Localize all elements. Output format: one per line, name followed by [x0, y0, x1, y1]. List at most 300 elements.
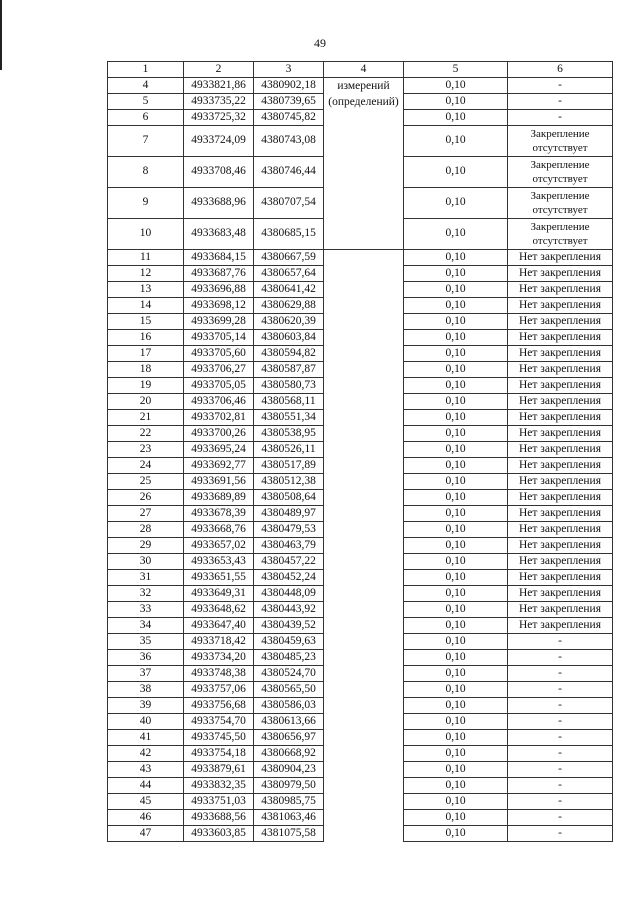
accuracy-cell: 0,10: [404, 250, 508, 266]
point-number-cell: 9: [108, 188, 184, 219]
coordinate-y-cell: 4380985,75: [254, 794, 324, 810]
coordinate-y-cell: 4380668,92: [254, 746, 324, 762]
fixation-note-cell: Закрепление отсутствует: [508, 157, 613, 188]
measurement-method-cell: [324, 266, 404, 282]
measurement-method-cell: [324, 442, 404, 458]
coordinate-y-cell: 4380613,66: [254, 714, 324, 730]
measurement-method-cell: [324, 490, 404, 506]
table-row: [108, 490, 613, 506]
table-row: [108, 266, 613, 282]
measurement-method-cell: [324, 586, 404, 602]
coordinate-x-cell: 4933706,46: [184, 394, 254, 410]
coordinate-x-cell: 4933706,27: [184, 362, 254, 378]
point-number-cell: 17: [108, 346, 184, 362]
point-number-cell: 33: [108, 602, 184, 618]
measurement-method-cell: [324, 826, 404, 842]
table-row: [108, 650, 613, 666]
measurement-method-cell: [324, 474, 404, 490]
coordinate-x-cell: 4933668,76: [184, 522, 254, 538]
measurement-method-cell: [324, 522, 404, 538]
measurement-method-cell: [324, 78, 404, 250]
measurement-method-cell: [324, 618, 404, 634]
point-number-cell: 37: [108, 666, 184, 682]
coordinate-y-cell: 4380587,87: [254, 362, 324, 378]
table-row: [108, 458, 613, 474]
accuracy-cell: 0,10: [404, 538, 508, 554]
coordinate-x-cell: 4933879,61: [184, 762, 254, 778]
fixation-note-cell: Нет закрепления: [508, 490, 613, 506]
coordinate-y-cell: 4380565,50: [254, 682, 324, 698]
measurement-method-cell: [324, 794, 404, 810]
coordinate-y-cell: 4380620,39: [254, 314, 324, 330]
coordinate-y-cell: 4380439,52: [254, 618, 324, 634]
coordinate-x-cell: 4933699,28: [184, 314, 254, 330]
coordinate-y-cell: 4380667,59: [254, 250, 324, 266]
table-row: [108, 746, 613, 762]
measurement-method-cell: [324, 666, 404, 682]
accuracy-cell: 0,10: [404, 490, 508, 506]
point-number-cell: 36: [108, 650, 184, 666]
page-number: 49: [314, 36, 326, 50]
coordinate-x-cell: 4933724,09: [184, 126, 254, 157]
table-row: [108, 282, 613, 298]
coordinate-y-cell: 4380746,44: [254, 157, 324, 188]
table-row: [108, 378, 613, 394]
table-row: [108, 634, 613, 650]
coordinate-y-cell: 4380526,11: [254, 442, 324, 458]
measurement-method-cell: [324, 778, 404, 794]
coordinate-x-cell: 4933648,62: [184, 602, 254, 618]
coordinate-x-cell: 4933705,60: [184, 346, 254, 362]
accuracy-cell: 0,10: [404, 110, 508, 126]
fixation-note-cell: Нет закрепления: [508, 426, 613, 442]
coordinate-y-cell: 4380979,50: [254, 778, 324, 794]
fixation-note-cell: -: [508, 650, 613, 666]
point-number-cell: 24: [108, 458, 184, 474]
table-row: [108, 394, 613, 410]
accuracy-cell: 0,10: [404, 586, 508, 602]
point-number-cell: 13: [108, 282, 184, 298]
measurement-method-cell: [324, 698, 404, 714]
measurement-method-cell: [324, 746, 404, 762]
coordinate-x-cell: 4933702,81: [184, 410, 254, 426]
table-row: [108, 78, 613, 94]
table-row: [108, 250, 613, 266]
coordinate-y-cell: 4380448,09: [254, 586, 324, 602]
point-number-cell: 5: [108, 94, 184, 110]
table-row: [108, 794, 613, 810]
coordinate-y-cell: 4380443,92: [254, 602, 324, 618]
table-row: [108, 538, 613, 554]
accuracy-cell: 0,10: [404, 330, 508, 346]
accuracy-cell: 0,10: [404, 826, 508, 842]
accuracy-cell: 0,10: [404, 394, 508, 410]
coordinate-y-cell: 4380739,65: [254, 94, 324, 110]
table-row: [108, 586, 613, 602]
table-header-row: [108, 62, 613, 78]
point-number-cell: 42: [108, 746, 184, 762]
fixation-note-cell: Нет закрепления: [508, 314, 613, 330]
point-number-cell: 35: [108, 634, 184, 650]
fixation-note-cell: -: [508, 110, 613, 126]
coordinate-y-cell: 4380685,15: [254, 219, 324, 250]
accuracy-cell: 0,10: [404, 314, 508, 330]
point-number-cell: 39: [108, 698, 184, 714]
coordinate-x-cell: 4933696,88: [184, 282, 254, 298]
fixation-note-cell: Нет закрепления: [508, 362, 613, 378]
point-number-cell: 4: [108, 78, 184, 94]
measurement-method-cell: [324, 426, 404, 442]
coordinate-y-cell: 4380457,22: [254, 554, 324, 570]
point-number-cell: 8: [108, 157, 184, 188]
coordinate-y-cell: 4380459,63: [254, 634, 324, 650]
table-row: [108, 602, 613, 618]
coordinate-x-cell: 4933651,55: [184, 570, 254, 586]
coordinate-y-cell: 4380524,70: [254, 666, 324, 682]
accuracy-cell: 0,10: [404, 762, 508, 778]
coordinate-x-cell: 4933745,50: [184, 730, 254, 746]
measurement-method-cell: [324, 730, 404, 746]
accuracy-cell: 0,10: [404, 442, 508, 458]
point-number-cell: 7: [108, 126, 184, 157]
accuracy-cell: 0,10: [404, 698, 508, 714]
point-number-cell: 41: [108, 730, 184, 746]
accuracy-cell: 0,10: [404, 666, 508, 682]
measurement-method-cell: [324, 650, 404, 666]
coordinate-x-cell: 4933708,46: [184, 157, 254, 188]
coordinate-y-cell: 4380629,88: [254, 298, 324, 314]
fixation-note-cell: Нет закрепления: [508, 618, 613, 634]
table-body: [108, 78, 613, 842]
coordinate-x-cell: 4933688,56: [184, 810, 254, 826]
point-number-cell: 40: [108, 714, 184, 730]
fixation-note-cell: -: [508, 762, 613, 778]
coordinate-y-cell: 4380580,73: [254, 378, 324, 394]
point-number-cell: 45: [108, 794, 184, 810]
point-number-cell: 14: [108, 298, 184, 314]
fixation-note-cell: -: [508, 666, 613, 682]
point-number-cell: 29: [108, 538, 184, 554]
fixation-note-cell: -: [508, 94, 613, 110]
fixation-note-cell: Нет закрепления: [508, 330, 613, 346]
accuracy-cell: 0,10: [404, 810, 508, 826]
accuracy-cell: 0,10: [404, 188, 508, 219]
accuracy-cell: 0,10: [404, 682, 508, 698]
coordinate-y-cell: 4380538,95: [254, 426, 324, 442]
table-row: [108, 714, 613, 730]
fixation-note-cell: Нет закрепления: [508, 458, 613, 474]
table-row: [108, 570, 613, 586]
coordinate-x-cell: 4933700,26: [184, 426, 254, 442]
coordinate-x-cell: 4933735,22: [184, 94, 254, 110]
measurement-method-cell: [324, 602, 404, 618]
header-col-6: 6: [508, 62, 613, 78]
coordinate-y-cell: 4380463,79: [254, 538, 324, 554]
fixation-note-cell: Нет закрепления: [508, 250, 613, 266]
accuracy-cell: 0,10: [404, 570, 508, 586]
table-row: [108, 314, 613, 330]
point-number-cell: 23: [108, 442, 184, 458]
point-number-cell: 44: [108, 778, 184, 794]
measurement-method-cell: [324, 634, 404, 650]
measurement-method-cell: [324, 570, 404, 586]
coordinate-x-cell: 4933692,77: [184, 458, 254, 474]
accuracy-cell: 0,10: [404, 298, 508, 314]
coordinate-x-cell: 4933756,68: [184, 698, 254, 714]
coordinate-y-cell: 4380489,97: [254, 506, 324, 522]
page-edge-rule: [0, 0, 2, 70]
coordinate-x-cell: 4933689,89: [184, 490, 254, 506]
table-row: [108, 426, 613, 442]
point-number-cell: 15: [108, 314, 184, 330]
table-row: [108, 410, 613, 426]
table-row: [108, 298, 613, 314]
point-number-cell: 16: [108, 330, 184, 346]
coordinate-x-cell: 4933691,56: [184, 474, 254, 490]
point-number-cell: 18: [108, 362, 184, 378]
table-row: [108, 442, 613, 458]
coordinate-x-cell: 4933647,40: [184, 618, 254, 634]
table-row: [108, 346, 613, 362]
measurement-method-cell: [324, 458, 404, 474]
fixation-note-cell: Нет закрепления: [508, 554, 613, 570]
fixation-note-cell: Нет закрепления: [508, 586, 613, 602]
coordinate-x-cell: 4933687,76: [184, 266, 254, 282]
measurement-method-cell: [324, 282, 404, 298]
coordinate-y-cell: 4380656,97: [254, 730, 324, 746]
measurement-method-cell: [324, 314, 404, 330]
coordinate-y-cell: 4380657,64: [254, 266, 324, 282]
fixation-note-cell: Нет закрепления: [508, 298, 613, 314]
fixation-note-cell: -: [508, 746, 613, 762]
coordinate-y-cell: 4380508,64: [254, 490, 324, 506]
fixation-note-cell: Нет закрепления: [508, 570, 613, 586]
header-col-3: 3: [254, 62, 324, 78]
fixation-note-cell: Нет закрепления: [508, 442, 613, 458]
fixation-note-cell: -: [508, 78, 613, 94]
accuracy-cell: 0,10: [404, 282, 508, 298]
coordinate-x-cell: 4933678,39: [184, 506, 254, 522]
coordinate-y-cell: 4380568,11: [254, 394, 324, 410]
accuracy-cell: 0,10: [404, 730, 508, 746]
coordinate-x-cell: 4933821,86: [184, 78, 254, 94]
table-row: [108, 666, 613, 682]
measurement-method-cell: [324, 346, 404, 362]
point-number-cell: 34: [108, 618, 184, 634]
coordinate-y-cell: 4380512,38: [254, 474, 324, 490]
point-number-cell: 11: [108, 250, 184, 266]
measurement-method-cell: [324, 554, 404, 570]
coordinate-x-cell: 4933649,31: [184, 586, 254, 602]
coordinate-x-cell: 4933754,70: [184, 714, 254, 730]
coordinate-y-cell: 4380745,82: [254, 110, 324, 126]
coordinate-y-cell: 4381063,46: [254, 810, 324, 826]
fixation-note-cell: -: [508, 794, 613, 810]
accuracy-cell: 0,10: [404, 426, 508, 442]
coordinate-x-cell: 4933603,85: [184, 826, 254, 842]
measurement-method-cell: [324, 362, 404, 378]
fixation-note-cell: -: [508, 778, 613, 794]
accuracy-cell: 0,10: [404, 714, 508, 730]
header-col-5: 5: [404, 62, 508, 78]
accuracy-cell: 0,10: [404, 157, 508, 188]
table-row: [108, 522, 613, 538]
table-row: [108, 826, 613, 842]
point-number-cell: 30: [108, 554, 184, 570]
point-number-cell: 46: [108, 810, 184, 826]
coordinate-x-cell: 4933657,02: [184, 538, 254, 554]
accuracy-cell: 0,10: [404, 794, 508, 810]
accuracy-cell: 0,10: [404, 78, 508, 94]
table-row: [108, 698, 613, 714]
coordinate-y-cell: 4380603,84: [254, 330, 324, 346]
coordinate-y-cell: 4381075,58: [254, 826, 324, 842]
point-number-cell: 43: [108, 762, 184, 778]
fixation-note-cell: -: [508, 714, 613, 730]
coordinate-x-cell: 4933725,32: [184, 110, 254, 126]
point-number-cell: 38: [108, 682, 184, 698]
table-row: [108, 330, 613, 346]
point-number-cell: 47: [108, 826, 184, 842]
point-number-cell: 6: [108, 110, 184, 126]
measurement-method-cell: [324, 714, 404, 730]
accuracy-cell: 0,10: [404, 650, 508, 666]
point-number-cell: 26: [108, 490, 184, 506]
point-number-cell: 27: [108, 506, 184, 522]
fixation-note-cell: -: [508, 634, 613, 650]
coordinate-y-cell: 4380517,89: [254, 458, 324, 474]
accuracy-cell: 0,10: [404, 746, 508, 762]
table-row: [108, 778, 613, 794]
table-row: [108, 730, 613, 746]
fixation-note-cell: Нет закрепления: [508, 282, 613, 298]
table-row: [108, 682, 613, 698]
accuracy-cell: 0,10: [404, 554, 508, 570]
point-number-cell: 20: [108, 394, 184, 410]
coordinate-x-cell: 4933832,35: [184, 778, 254, 794]
fixation-note-cell: -: [508, 682, 613, 698]
accuracy-cell: 0,10: [404, 266, 508, 282]
table-row: [108, 506, 613, 522]
coordinate-x-cell: 4933698,12: [184, 298, 254, 314]
header-col-2: 2: [184, 62, 254, 78]
header-col-4: 4: [324, 62, 404, 78]
accuracy-cell: 0,10: [404, 410, 508, 426]
coordinate-y-cell: 4380641,42: [254, 282, 324, 298]
measurement-method-cell: [324, 538, 404, 554]
fixation-note-cell: Нет закрепления: [508, 474, 613, 490]
fixation-note-cell: Нет закрепления: [508, 538, 613, 554]
fixation-note-cell: -: [508, 826, 613, 842]
coordinate-x-cell: 4933683,48: [184, 219, 254, 250]
coordinate-x-cell: 4933748,38: [184, 666, 254, 682]
fixation-note-cell: Нет закрепления: [508, 410, 613, 426]
fixation-note-cell: Закрепление отсутствует: [508, 219, 613, 250]
accuracy-cell: 0,10: [404, 94, 508, 110]
coordinate-x-cell: 4933653,43: [184, 554, 254, 570]
fixation-note-cell: Нет закрепления: [508, 378, 613, 394]
fixation-note-cell: Нет закрепления: [508, 394, 613, 410]
fixation-note-cell: Нет закрепления: [508, 506, 613, 522]
header-col-1: 1: [108, 62, 184, 78]
measurement-method-cell: [324, 378, 404, 394]
coordinate-y-cell: 4380743,08: [254, 126, 324, 157]
coordinate-y-cell: 4380452,24: [254, 570, 324, 586]
accuracy-cell: 0,10: [404, 618, 508, 634]
table-row: [108, 362, 613, 378]
measurement-method-cell: [324, 410, 404, 426]
accuracy-cell: 0,10: [404, 126, 508, 157]
fixation-note-cell: -: [508, 730, 613, 746]
coordinate-x-cell: 4933751,03: [184, 794, 254, 810]
point-number-cell: 22: [108, 426, 184, 442]
accuracy-cell: 0,10: [404, 778, 508, 794]
coordinate-x-cell: 4933757,06: [184, 682, 254, 698]
measurement-method-text: измерений: [337, 80, 390, 92]
fixation-note-cell: -: [508, 698, 613, 714]
coordinate-y-cell: 4380904,23: [254, 762, 324, 778]
measurement-method-cell: [324, 394, 404, 410]
coordinate-x-cell: 4933705,05: [184, 378, 254, 394]
fixation-note-cell: Нет закрепления: [508, 346, 613, 362]
table-row: [108, 810, 613, 826]
coordinate-y-cell: 4380902,18: [254, 78, 324, 94]
point-number-cell: 21: [108, 410, 184, 426]
coordinate-y-cell: 4380551,34: [254, 410, 324, 426]
fixation-note-cell: Нет закрепления: [508, 602, 613, 618]
measurement-method-cell: [324, 330, 404, 346]
measurement-method-cell: [324, 682, 404, 698]
coordinate-x-cell: 4933705,14: [184, 330, 254, 346]
table-row: [108, 618, 613, 634]
accuracy-cell: 0,10: [404, 378, 508, 394]
coordinate-y-cell: 4380594,82: [254, 346, 324, 362]
point-number-cell: 32: [108, 586, 184, 602]
point-number-cell: 31: [108, 570, 184, 586]
point-number-cell: 25: [108, 474, 184, 490]
table-row: [108, 554, 613, 570]
fixation-note-cell: Нет закрепления: [508, 266, 613, 282]
coordinates-table: [107, 61, 613, 842]
coordinate-y-cell: 4380586,03: [254, 698, 324, 714]
coordinate-x-cell: 4933734,20: [184, 650, 254, 666]
measurement-method-cell: [324, 298, 404, 314]
coordinate-x-cell: 4933684,15: [184, 250, 254, 266]
coordinate-x-cell: 4933695,24: [184, 442, 254, 458]
coordinate-y-cell: 4380479,53: [254, 522, 324, 538]
accuracy-cell: 0,10: [404, 474, 508, 490]
fixation-note-cell: Нет закрепления: [508, 522, 613, 538]
accuracy-cell: 0,10: [404, 458, 508, 474]
accuracy-cell: 0,10: [404, 506, 508, 522]
accuracy-cell: 0,10: [404, 346, 508, 362]
coordinate-x-cell: 4933688,96: [184, 188, 254, 219]
accuracy-cell: 0,10: [404, 219, 508, 250]
measurement-method-cell: [324, 250, 404, 266]
coordinate-y-cell: 4380485,23: [254, 650, 324, 666]
fixation-note-cell: Закрепление отсутствует: [508, 188, 613, 219]
measurement-method-cell: [324, 762, 404, 778]
accuracy-cell: 0,10: [404, 362, 508, 378]
accuracy-cell: 0,10: [404, 634, 508, 650]
point-number-cell: 19: [108, 378, 184, 394]
accuracy-cell: 0,10: [404, 602, 508, 618]
coordinate-x-cell: 4933754,18: [184, 746, 254, 762]
fixation-note-cell: -: [508, 810, 613, 826]
measurement-method-cell: [324, 506, 404, 522]
measurement-method-cell: [324, 810, 404, 826]
coordinate-y-cell: 4380707,54: [254, 188, 324, 219]
